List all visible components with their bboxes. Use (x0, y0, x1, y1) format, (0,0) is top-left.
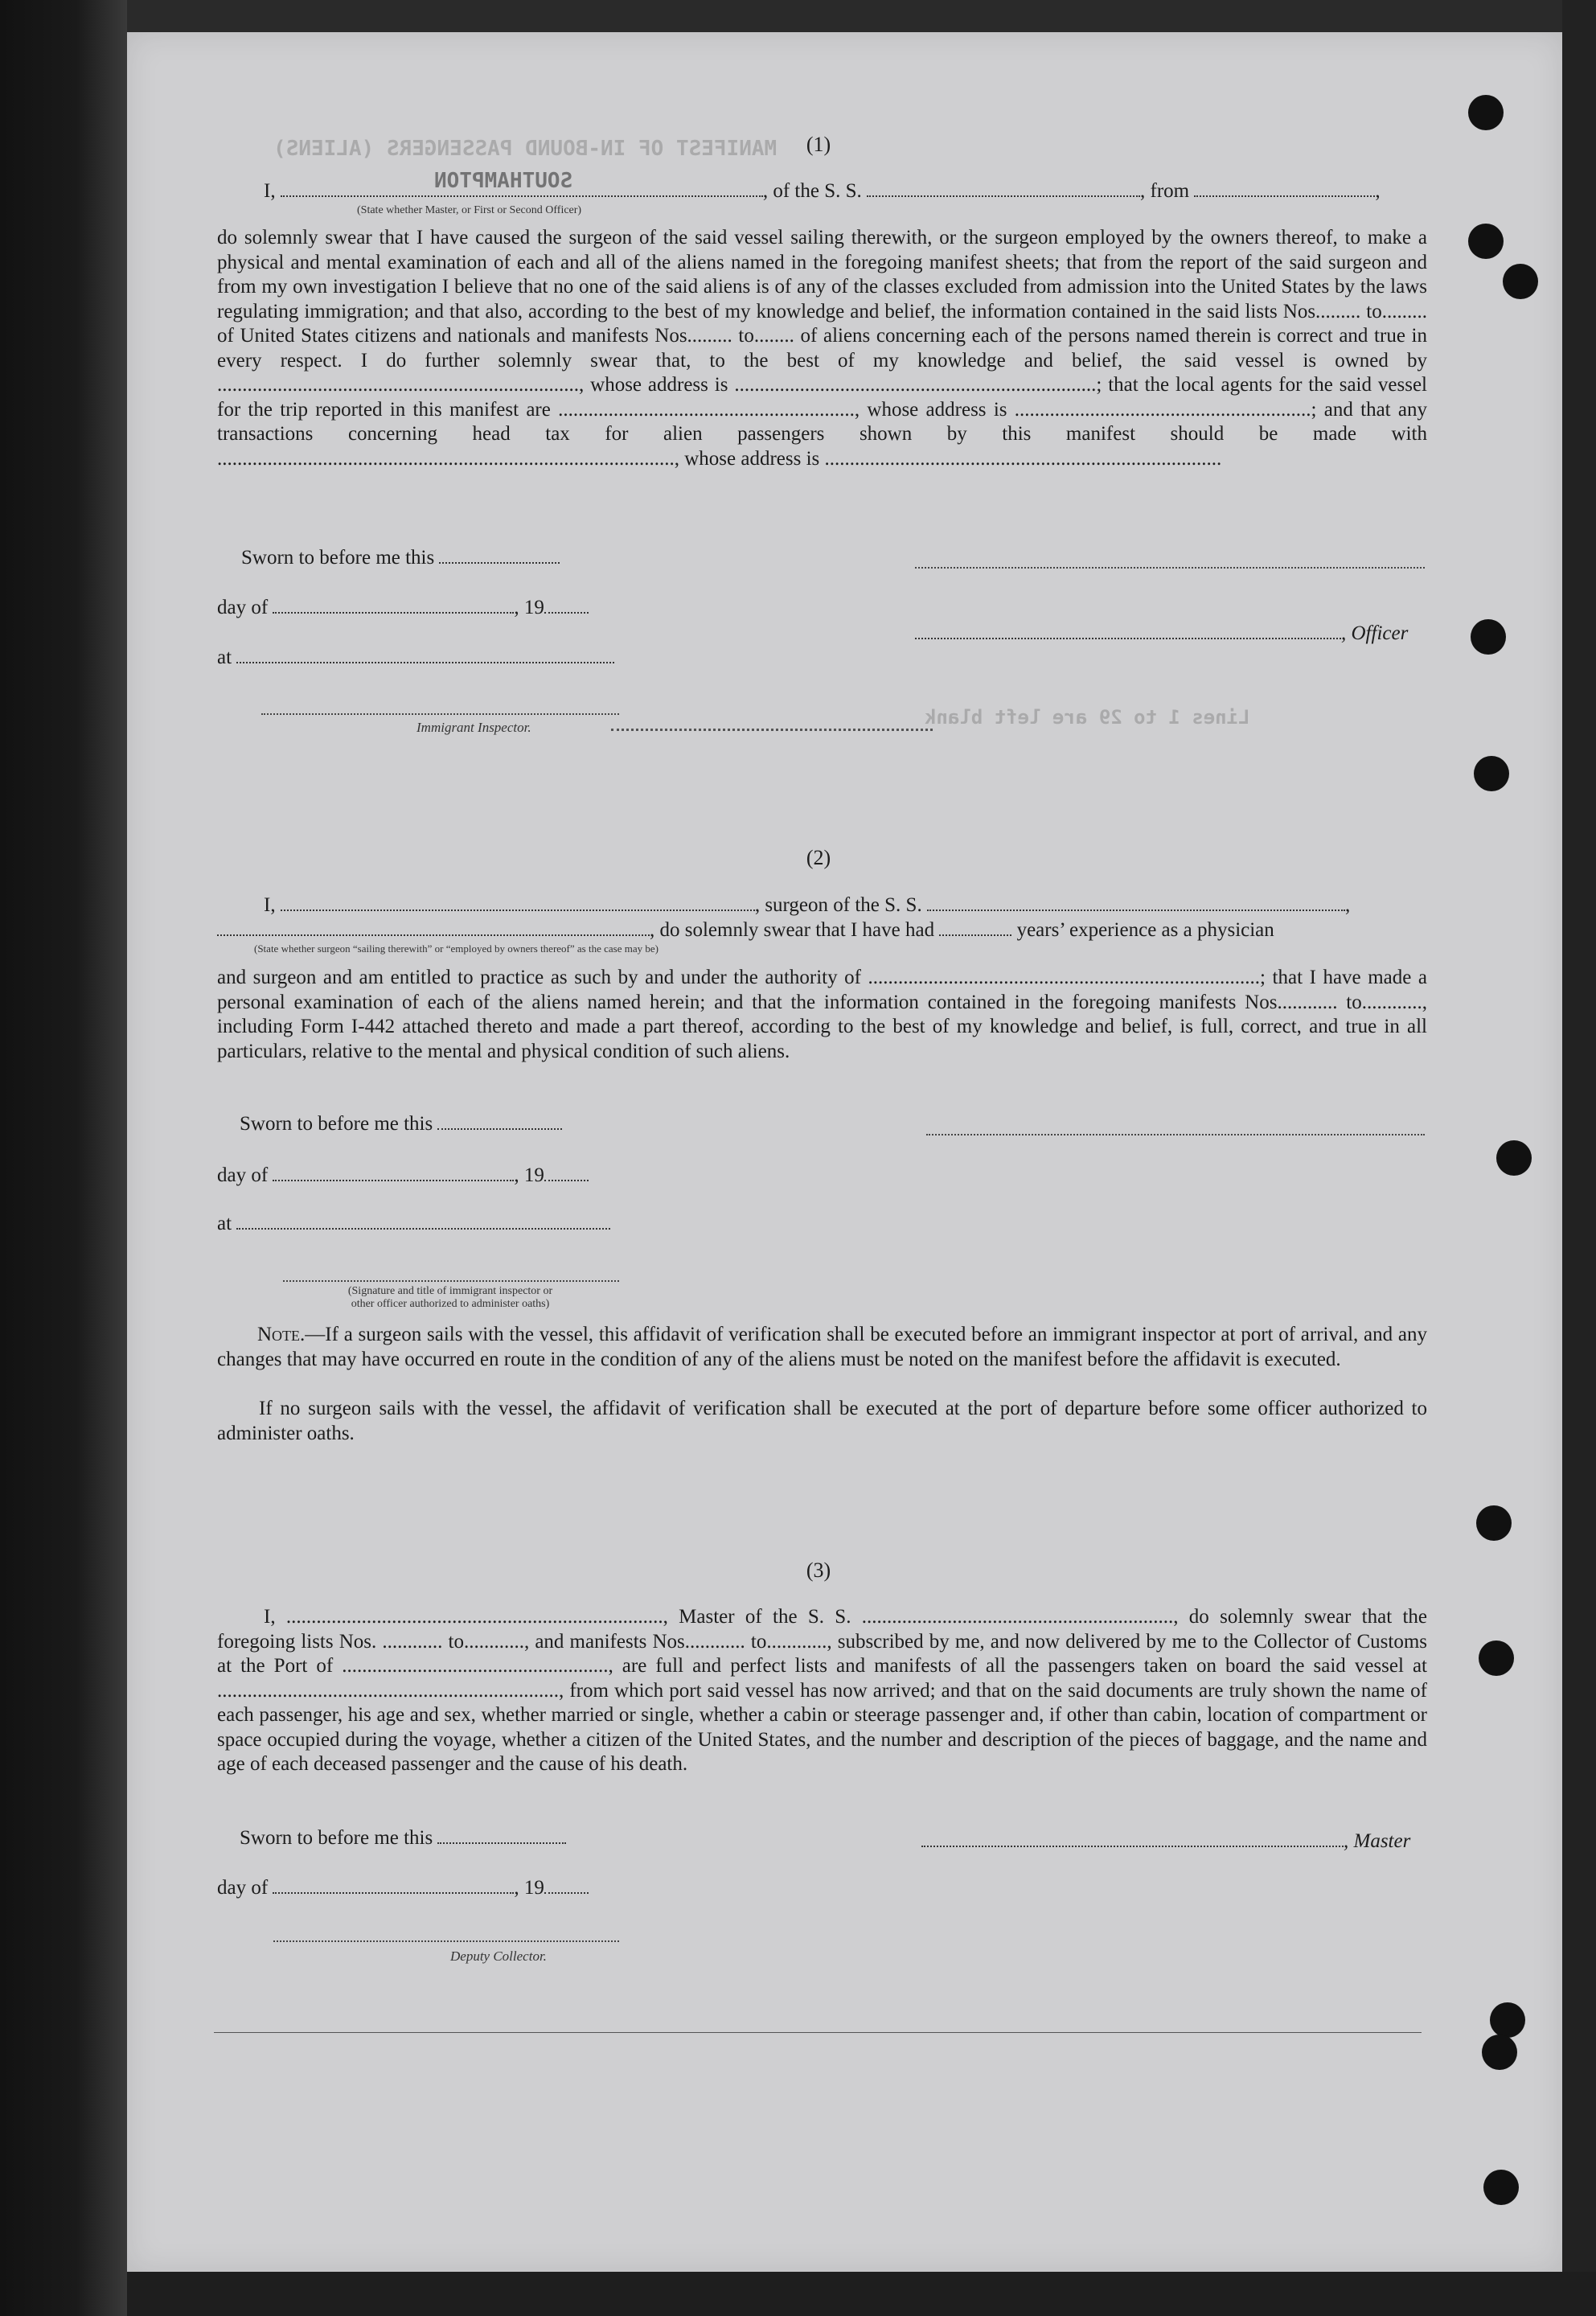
punch-hole-icon (1468, 224, 1504, 259)
section-2-body: and surgeon and am entitled to practice as such by and under the authority of ..............................................................................; that I have made a personal examination of each of the aliens named herein; and that the information contained in the foregoing manifests Nos............ to............, including Form I-442 attached thereto and made a part thereof, according to the best of my knowledge and belief, is full, correct, and true in all particulars, relative to the mental and physical condition of such aliens. (217, 967, 1427, 1062)
section-1-signature-line (915, 567, 1425, 569)
section-3-master-line (921, 1830, 1410, 1853)
section-2-number: (2) (806, 846, 831, 869)
section-1-master-line: I, , of the S. S. , from , (264, 180, 1381, 202)
section-2-line-1: I, , surgeon of the S. S. , (264, 894, 1351, 916)
punch-hole-icon (1471, 619, 1506, 655)
note-label: Note. (257, 1324, 306, 1345)
punch-hole-icon (1496, 1140, 1532, 1176)
master-label: , Master (1344, 1830, 1411, 1852)
section-1-body: do solemnly swear that I have caused the surgeon of the said vessel sailing therewith, or the surgeon employed by the owners thereof, to make a physical and mental examination of each and all of the aliens named in the foregoing manifest sheets; that from the report of the said surgeon and from my own investigation I believe that no one of the said aliens is of any of the classes excluded from admission into the United States by the laws regulating immigration; and that also, according to the best of my knowledge and belief, the information contained in the said lists Nos......... to......... of United States citizens and nationals and manifests Nos......... to........ of aliens concerning each of the persons named therein is correct and true in every respect. I do further solemnly swear that, to the best of my knowledge and belief, the said vessel is owned by ........................................................................, whose address is ........................................................................; that the local agents for the said vessel for the trip reported in this manifest are ..........................................................., whose address is ...........................................................; and that any transactions concerning head tax for alien passengers shown by this manifest should be made with ..........................................................................................., whose address is ............................................................................... (217, 227, 1427, 470)
section-1-inspector-caption: Immigrant Inspector. (416, 720, 531, 735)
section-2-signature-caption-line (283, 1280, 619, 1282)
scan-left-border (0, 0, 127, 2316)
officer-label: , Officer (1341, 622, 1409, 644)
section-2-note (217, 1323, 1427, 1372)
section-1-dotted-trail (611, 729, 933, 731)
punch-hole-icon (1490, 2002, 1525, 2038)
section-2-sworn: Sworn to before me this (240, 1113, 562, 1135)
punch-hole-icon (1479, 1640, 1514, 1676)
scan-right-border (1562, 0, 1596, 2316)
section-2-line-2: , do solemnly swear that I have had years’ experience as a physician (217, 919, 1274, 942)
label-of-ss: , of the S. S. (762, 180, 862, 202)
section-2-note-2: If no surgeon sails with the vessel, the affidavit of verification shall be executed at the port of departure before some officer authorized to administer oaths. (217, 1398, 1427, 1444)
bleed-through-port: SOUTHAMPTON (434, 169, 573, 193)
section-3-body: I, ..........................................................................., Master of the S. S. .............................................................., do solemnly swear that the foregoing lists Nos. ............ to............, and manifests Nos............ to............, subscribed by me, and now delivered by me to the Collector of Customs at the Port of ....................................................., are full and perfect lists and manifests of all the passengers taken on board the said vessel at ...................................................................., from which port said vessel has now arrived; and that on the said documents are truly shown the name of each passenger, his age and sex, whether married or single, whether a cabin or steerage passenger and, if other than cabin, location of compartment or space occupied during the voyage, whether a citizen of the United States, and the number and description of the pieces of baggage, and the name and age of each deceased passenger and the cause of his death. (217, 1606, 1427, 1775)
section-3-deputy-line (273, 1940, 619, 1942)
punch-hole-icon (1503, 264, 1538, 299)
section-3-sworn: Sworn to before me this (240, 1827, 566, 1850)
bleed-through-header: MANIFEST OF IN-BOUND PASSENGERS (ALIENS) (273, 137, 777, 161)
section-1-caption: (State whether Master, or First or Second Officer) (357, 204, 582, 216)
section-2-caption: (State whether surgeon “sailing therewith” or “employed by owners thereof” as the case may be) (254, 942, 659, 955)
punch-hole-icon (1474, 756, 1509, 791)
bleed-through-lines-note: Lines 1 to 29 are left blank (925, 706, 1250, 729)
section-3-day-of: day of , 19 (217, 1877, 589, 1899)
label-i: I, (264, 180, 276, 202)
note-text: —If a surgeon sails with the vessel, this affidavit of verification shall be executed before an immigrant inspector at port of arrival, and any changes that may have occurred en route in the condition of any of the aliens must be noted on the manifest before the affidavit is executed. (217, 1324, 1427, 1370)
bottom-rule (214, 2032, 1422, 2033)
punch-hole-icon (1483, 2170, 1519, 2205)
section-2-day-of: day of , 19 (217, 1164, 589, 1187)
section-3-deputy-caption: Deputy Collector. (450, 1948, 547, 1964)
section-1-at: at (217, 647, 614, 669)
section-3-number: (3) (806, 1558, 831, 1582)
scan-bottom-border (127, 2272, 1596, 2316)
section-2-signature-line (926, 1134, 1425, 1135)
section-1-officer-line (915, 622, 1408, 645)
section-1-sworn: Sworn to before me this (241, 547, 560, 569)
section-1-number: (1) (806, 133, 831, 156)
section-2-at: at (217, 1213, 610, 1235)
label-from: , from (1140, 180, 1190, 202)
section-1-day-of: day of , 19 (217, 597, 589, 619)
punch-hole-icon (1482, 2035, 1517, 2070)
section-2-signature-caption: (Signature and title of immigrant inspector or other officer authorized to administer oaths) (347, 1285, 553, 1310)
section-1-inspector-line (261, 713, 619, 715)
punch-hole-icon (1476, 1505, 1512, 1541)
punch-hole-icon (1468, 95, 1504, 130)
